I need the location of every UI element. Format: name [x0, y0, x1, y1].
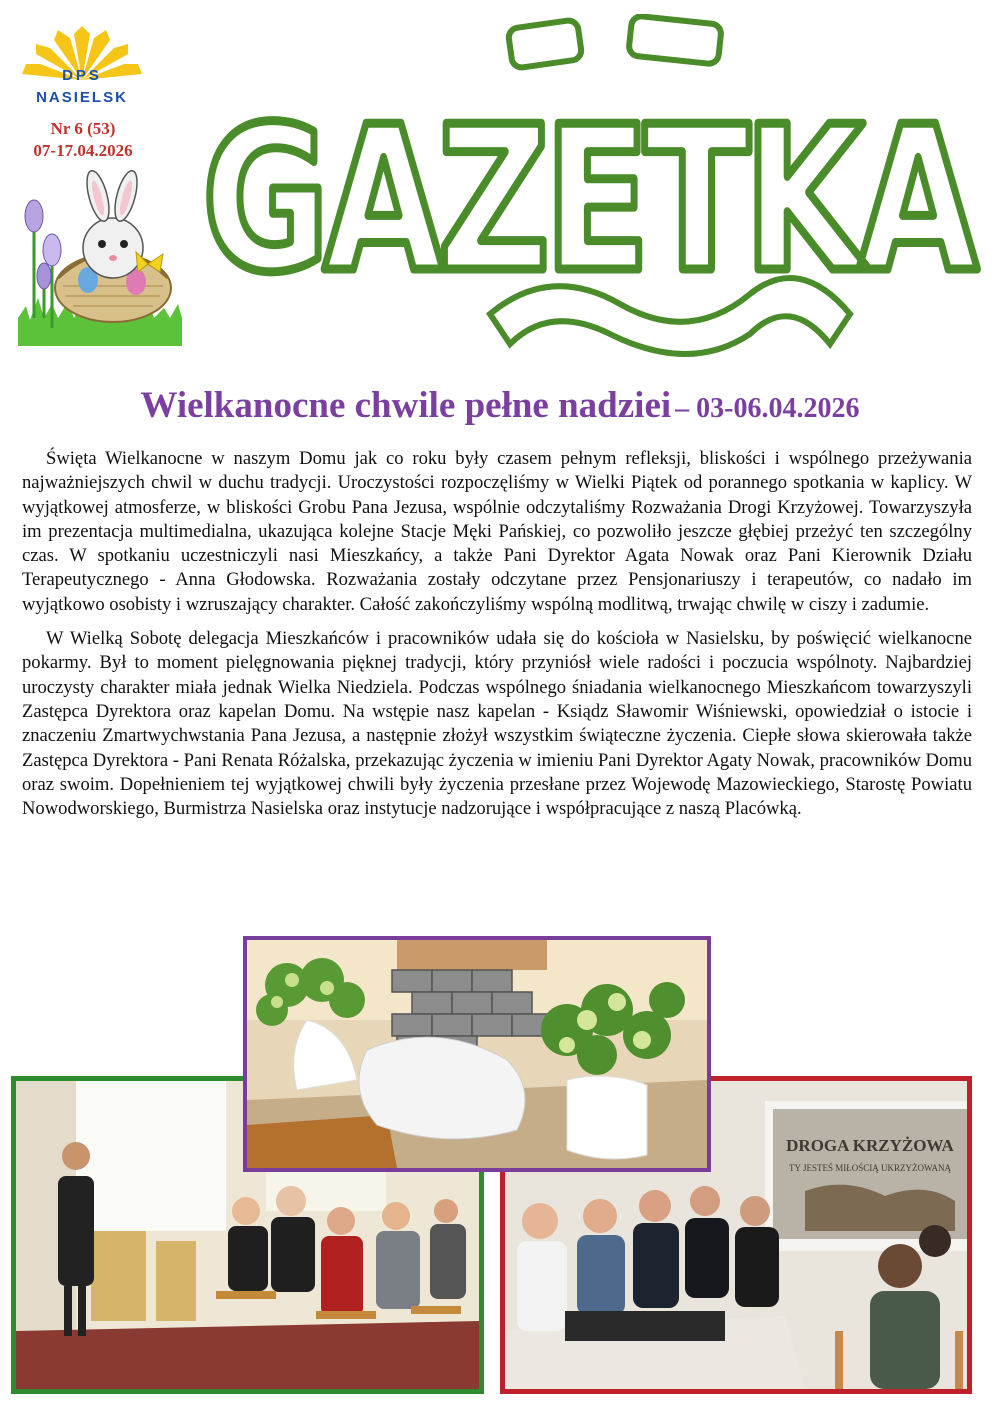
article-body	[22, 447, 972, 831]
issue-info	[18, 118, 148, 162]
slide-subtitle: TY JESTEŚ MIŁOŚCIĄ UKRZYŻOWANĄ	[789, 1163, 951, 1173]
slide-title: DROGA KRZYŻOWA	[786, 1136, 954, 1155]
masthead-text: GAZETKA	[202, 84, 978, 317]
article-headline	[0, 384, 1000, 427]
article-paragraph-2: W Wielką Sobotę delegacja Mieszkańców i pracowników udała się do kościoła w Nasielsku, by poświęcić wielkanocne pokarmy. Był to moment pielęgnowania pięknej tradycji, który przyniósł wiele radości i poczucia wspólnoty. Najbardziej uroczysty charakter miała jednak Wielka Niedziela. Podczas wspólnego śniadania wielkanocnego Mieszkańcom towarzyszyli Zastępca Dyrektora oraz kapelan Domu. Na wstępie nasz kapelan - Ksiądz Sławomir Wiśniewski, opowiedział o istocie i znaczeniu Zmartwychwstania Pana Jezusa, a następnie złożył wszystkim świąteczne życzenia. Ciepłe słowa skierowała także Zastępca Dyrektora - Pani Renata Różalska, przekazując życzenia w imieniu Pani Dyrektor Agaty Nowak, pracowników Domu oraz swoim. Dopełnieniem tej wyjątkowej chwili były życzenia przesłane przez Wojewodę Mazowieckiego, Starostę Powiatu Nowodworskiego, Burmistrza Nasielska oraz instytucje nadzorujące i współpracujące z naszą Placówką.	[22, 628, 972, 820]
issue-number: Nr 6 (53)	[50, 119, 116, 138]
article-dates: – 03-06.04.2026	[675, 393, 860, 424]
article-title: Wielkanocne chwile pełne nadziei	[140, 385, 672, 426]
photo-easter-tomb	[243, 936, 711, 1172]
masthead-title	[190, 14, 985, 366]
dps-logo	[12, 18, 152, 114]
article-paragraph-1: Święta Wielkanocne w naszym Domu jak co roku były czasem pełnym refleksji, bliskości i wspólnego przeżywania najważniejszych chwil w duchu tradycji. Uroczystości rozpoczęliśmy w Wielki Piątek od porannego spotkania w kaplicy. W wyjątkowej atmosferze, w bliskości Grobu Pana Jezusa, wspólnie odczytaliśmy Rozważania Drogi Krzyżowej. Towarzyszyła im prezentacja multimedialna, ukazująca kolejne Stacje Męki Pańskiej, co pozwoliło jeszcze głębiej przeżyć ten szczególny czas. W spotkaniu uczestniczyli nasi Mieszkańcy, a także Pani Dyrektor Agata Nowak oraz Pani Kierownik Działu Terapeutycznego - Anna Głodowska. Rozważania zostały odczytane przez Pensjonariuszy i terapeutów, co nadało im wyjątkowo osobisty i wzruszający charakter. Całość zakończyliśmy wspólną modlitwą, trwając chwilę w ciszy i zadumie.	[22, 448, 972, 615]
easter-bunny-illustration	[18, 168, 182, 346]
logo-text-bottom: NASIELSK	[36, 89, 128, 106]
issue-dates: 07-17.04.2026	[33, 141, 133, 160]
logo-text-top: DPS	[62, 67, 102, 84]
